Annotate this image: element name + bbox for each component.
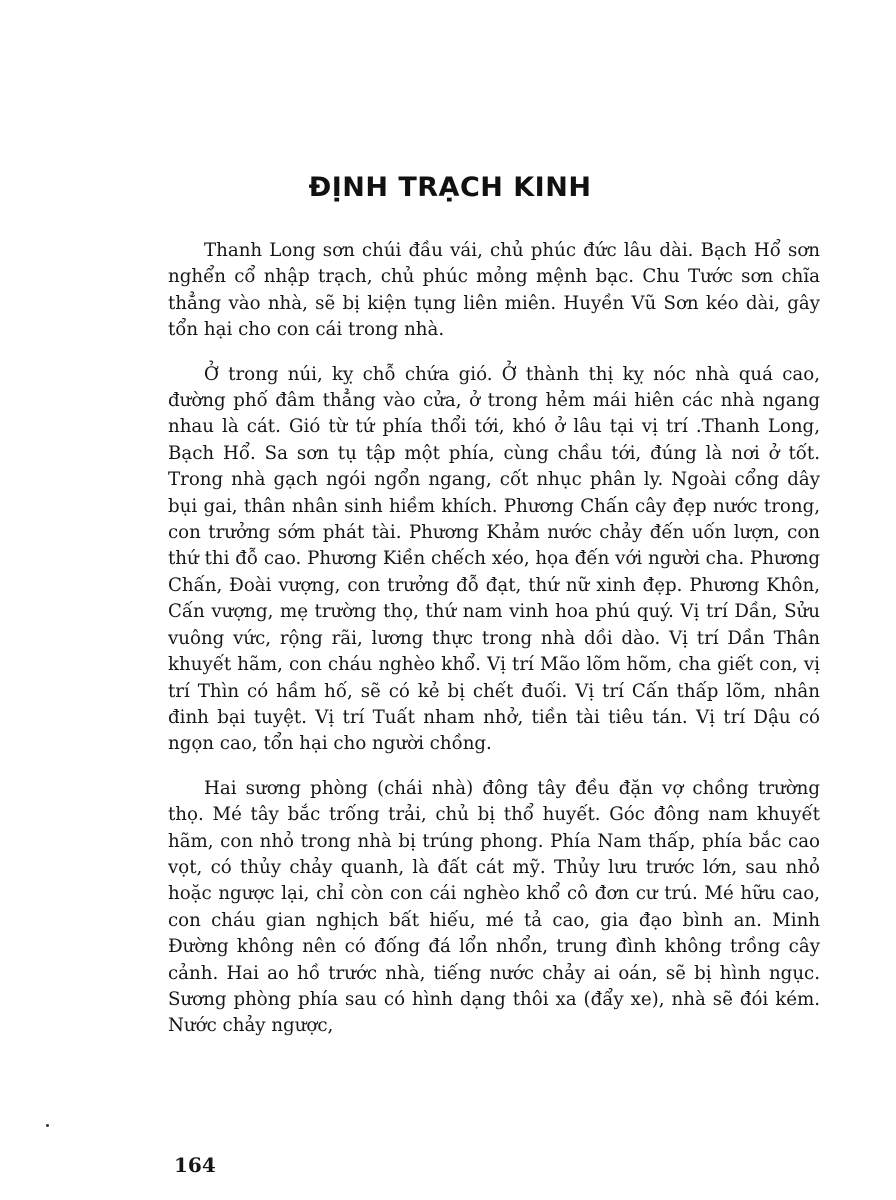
page-number: 164 xyxy=(174,1153,216,1177)
paragraph: Thanh Long sơn chúi đầu vái, chủ phúc đức lâu dài. Bạch Hổ sơn nghển cổ nhập trạch, chủ phúc mỏng mệnh bạc. Chu Tước sơn chĩa thẳng vào nhà, sẽ bị kiện tụng liên miên. Huyền Vũ Sơn kéo dài, gây tổn hại cho con cái trong nhà. xyxy=(168,240,820,341)
paragraph: Hai sương phòng (chái nhà) đông tây đều đặn vợ chồng trường thọ. Mé tây bắc trống trải, chủ bị thổ huyết. Góc đông nam khuyết hãm, con nhỏ trong nhà bị trúng phong. Phía Nam thấp, phía bắc cao vọt, có thủy chảy quanh, là đất cát mỹ. Thủy lưu trước lớn, sau nhỏ hoặc ngược lại, chỉ còn con cái nghèo khổ cô đơn cư trú. Mé hữu cao, con cháu gian nghịch bất hiếu, mé tả cao, gia đạo bình an. Minh Đường không nên có đống đá lổn nhổn, trung đình không trồng cây cảnh. Hai ao hồ trước nhà, tiếng nước chảy ai oán, sẽ bị hình ngục. Sương phòng phía sau có hình dạng thôi xa (đẩy xe), nhà sẽ đói kém. Nước chảy ngược, xyxy=(168,777,820,1037)
scan-speck xyxy=(46,1124,49,1127)
chapter-title: ĐỊNH TRẠCH KINH xyxy=(308,172,592,203)
body-text xyxy=(168,238,820,1058)
paragraph: Ở trong núi, kỵ chỗ chứa gió. Ở thành thị kỵ nóc nhà quá cao, đường phố đâm thẳng vào cửa, ở trong hẻm mái hiên các nhà ngang nhau là cát. Gió từ tứ phía thổi tới, khó ở lâu tại vị trí .Thanh Long, Bạch Hổ. Sa sơn tụ tập một phía, cùng chầu tới, đúng là nơi ở tốt. Trong nhà gạch ngói ngổn ngang, cốt nhục phân ly. Ngoài cổng dây bụi gai, thân nhân sinh hiềm khích. Phương Chấn cây đẹp nước trong, con trưởng sớm phát tài. Phương Khảm nước chảy đến uốn lượn, con thứ thi đỗ cao. Phương Kiền chếch xéo, họa đến với người cha. Phương Chấn, Đoài vượng, con trưởng đỗ đạt, thứ nữ xinh đẹp. Phương Khôn, Cấn vượng, mẹ trường thọ, thứ nam vinh hoa phú quý. Vị trí Dần, Sửu vuông vức, rộng rãi, lương thực trong nhà dồi dào. Vị trí Dần Thân khuyết hãm, con cháu nghèo khổ. Vị trí Mão lõm hõm, cha giết con, vị trí Thìn có hầm hố, sẽ có kẻ bị chết đuối. Vị trí Cấn thấp lõm, nhân đinh bại tuyệt. Vị trí Tuất nham nhở, tiền tài tiêu tán. Vị trí Dậu có ngọn cao, tổn hại cho người chồng. xyxy=(168,363,820,755)
